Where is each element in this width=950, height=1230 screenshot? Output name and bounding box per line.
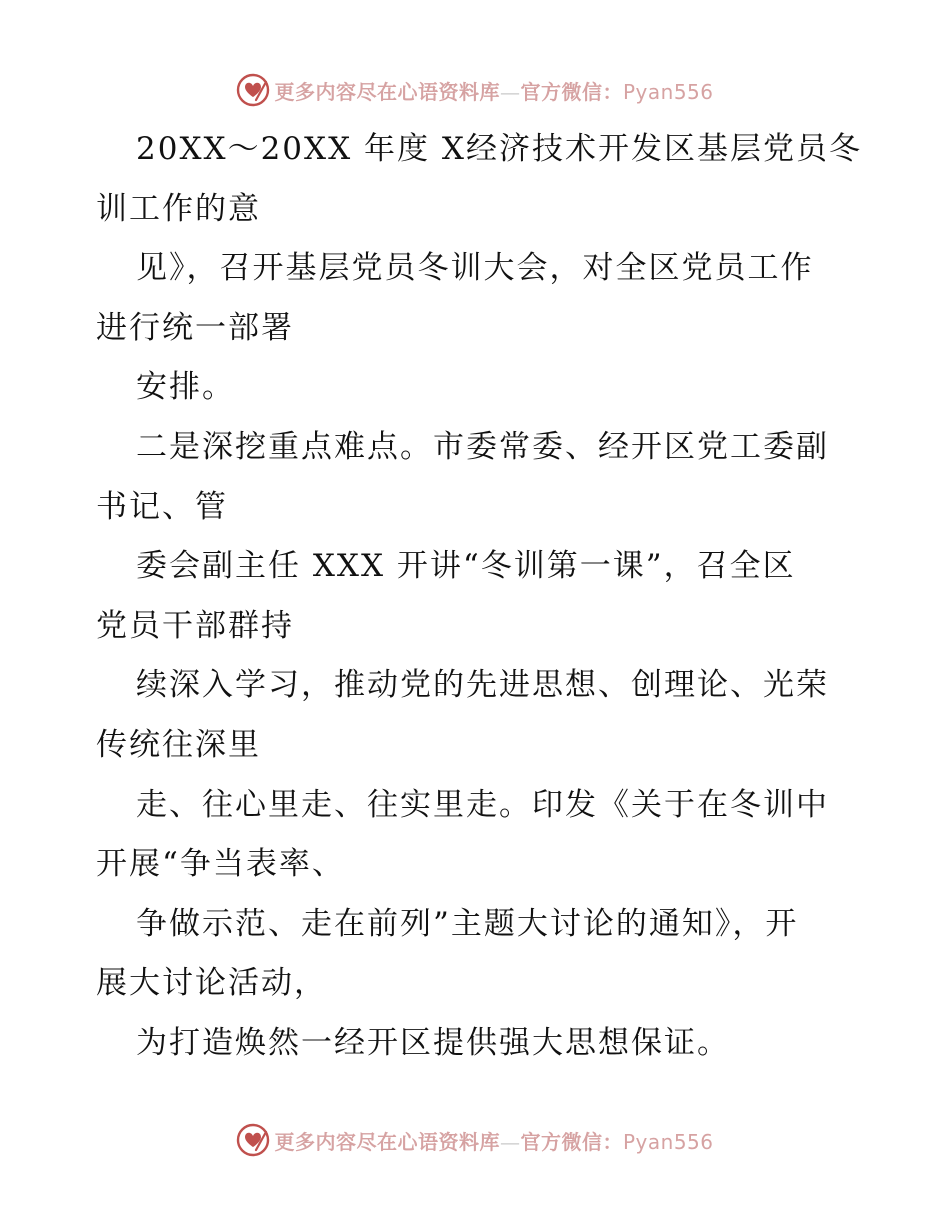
text-line: 走、往心里走、往实里走。印发《关于在冬训中: [136, 786, 829, 823]
text-line: 党员干部群持: [96, 607, 294, 644]
text-line: 进行统一部署: [96, 309, 294, 346]
text-line: 安排。: [136, 369, 235, 406]
text-line: 传统往深里: [96, 726, 261, 763]
text-line: 为打造焕然一经开区提供强大思想保证。: [136, 1024, 730, 1061]
text-line: 训工作的意: [96, 190, 261, 227]
text-line: 争做示范、走在前列”主题大讨论的通知》，开: [136, 905, 799, 942]
watermark-main: 更多内容尽在心语资料库: [274, 1129, 500, 1154]
document-body: [96, 120, 862, 1074]
watermark-official: 官方微信：: [520, 79, 623, 104]
text-line: 书记、管: [96, 488, 228, 525]
header-watermark: [0, 70, 950, 110]
footer-watermark: [0, 1120, 950, 1160]
watermark-separator: —: [499, 1129, 521, 1154]
text-line: 开展“争当表率、: [96, 846, 345, 883]
watermark-official: 官方微信：: [520, 1129, 623, 1154]
text-line: 二是深挖重点难点。市委常委、经开区党工委副: [136, 428, 829, 465]
watermark-separator: —: [499, 79, 521, 104]
watermark-handle: Pyan556: [622, 1129, 714, 1154]
watermark-main: 更多内容尽在心语资料库: [274, 79, 500, 104]
watermark-text: [274, 1126, 713, 1155]
text-line: 20XX～20XX 年度 X经济技术开发区基层党员冬: [136, 131, 862, 167]
heart-pen-logo-icon: [236, 73, 270, 107]
text-line: 见》，召开基层党员冬训大会，对全区党员工作: [136, 250, 814, 287]
text-line: 展大讨论活动，: [96, 965, 327, 1002]
text-line: 委会副主任 XXX 开讲“冬训第一课”，召全区: [136, 548, 796, 585]
watermark-handle: Pyan556: [622, 79, 714, 104]
watermark-text: [274, 76, 713, 105]
text-line: 续深入学习，推动党的先进思想、创理论、光荣: [136, 667, 829, 704]
heart-pen-logo-icon: [236, 1123, 270, 1157]
